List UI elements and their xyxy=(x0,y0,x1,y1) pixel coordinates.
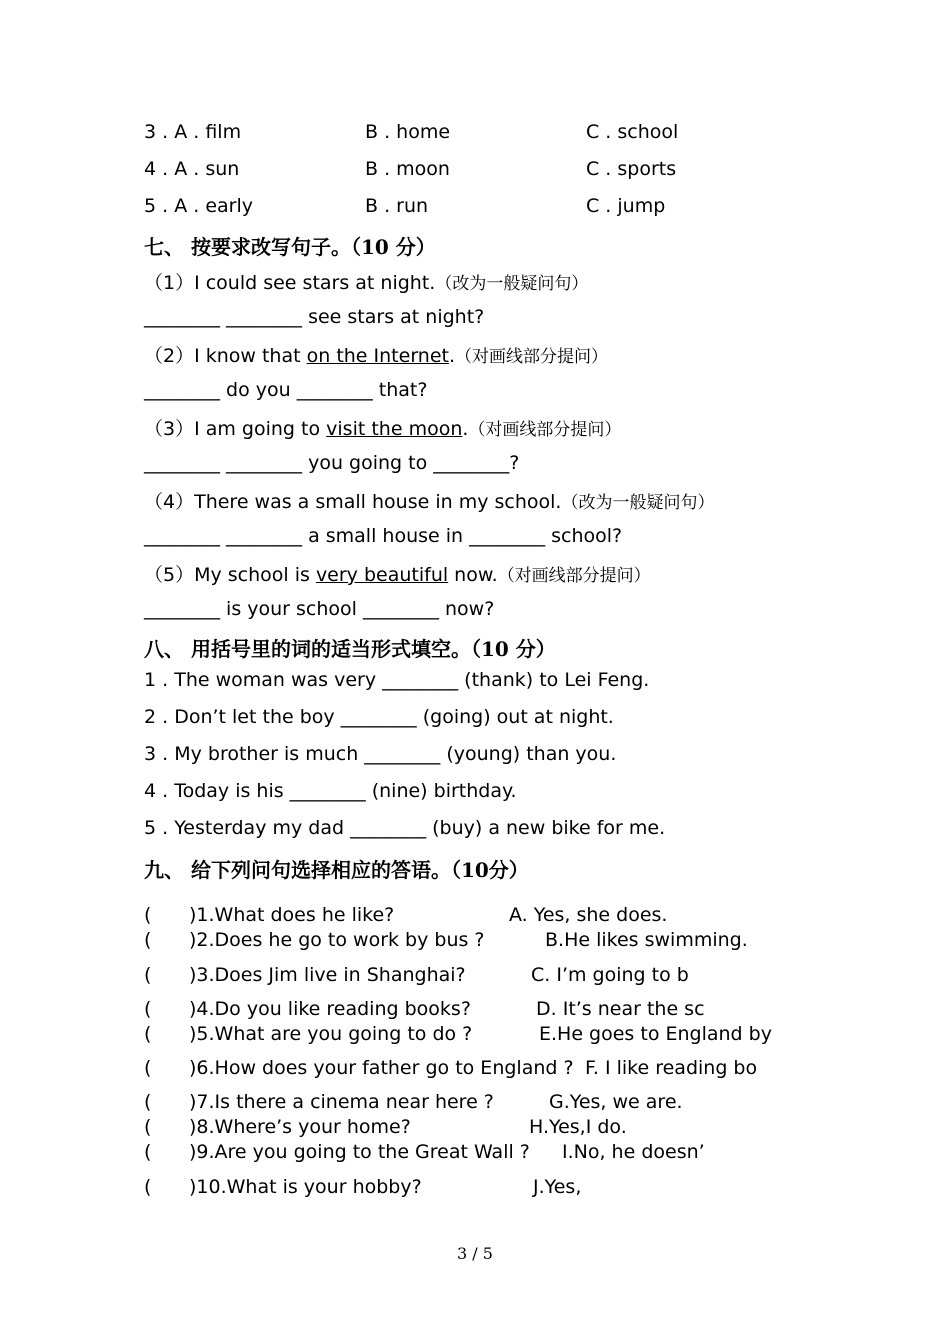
paren-open: ( xyxy=(144,1176,152,1198)
question-text: now. xyxy=(448,564,498,586)
paren-open: ( xyxy=(144,998,152,1020)
section-8-item: 2 . Don’t let the boy ________ (going) out at night. xyxy=(144,706,614,728)
section-8-item: 5 . Yesterday my dad ________ (buy) a new bike for me. xyxy=(144,817,666,839)
match-answer: J.Yes, xyxy=(533,1176,582,1198)
section-7-question xyxy=(144,341,608,368)
section-7-answer-line: ________ ________ you going to ________? xyxy=(144,452,520,474)
match-answer: C. I’m going to b xyxy=(531,964,689,986)
option-c: C . school xyxy=(586,121,679,143)
match-answer: D. It’s near the sc xyxy=(536,998,705,1020)
section-7-question xyxy=(144,414,621,441)
match-question: )6.How does your father go to England ? xyxy=(189,1057,574,1079)
option-row xyxy=(144,121,241,143)
section-8-item: 4 . Today is his ________ (nine) birthday. xyxy=(144,780,517,802)
paren-open: ( xyxy=(144,1023,152,1045)
match-question: )8.Where’s your home? xyxy=(189,1116,411,1138)
option-a: 5 . A . early xyxy=(144,195,253,217)
section-8-title: 八、 用括号里的词的适当形式填空。（10 分） xyxy=(144,637,556,661)
question-note: （对画线部分提问） xyxy=(468,420,622,440)
paren-open: ( xyxy=(144,1091,152,1113)
option-b: B . run xyxy=(365,195,429,217)
option-a: 4 . A . sun xyxy=(144,158,240,180)
option-c: C . sports xyxy=(586,158,677,180)
match-answer: G.Yes, we are. xyxy=(549,1091,683,1113)
question-note: （改为一般疑问句） xyxy=(435,274,589,294)
option-b: B . moon xyxy=(365,158,450,180)
match-question: )7.Is there a cinema near here ? xyxy=(189,1091,494,1113)
section-7-answer-line: ________ is your school ________ now? xyxy=(144,598,495,620)
option-a: 3 . A . film xyxy=(144,121,242,143)
paren-open: ( xyxy=(144,1141,152,1163)
question-note: （对画线部分提问） xyxy=(497,566,651,586)
match-question: )9.Are you going to the Great Wall ? xyxy=(189,1141,530,1163)
paren-open: ( xyxy=(144,929,152,951)
match-question: )5.What are you going to do ? xyxy=(189,1023,473,1045)
match-question: )2.Does he go to work by bus ? xyxy=(189,929,485,951)
section-7-answer-line: ________ ________ a small house in ________ school? xyxy=(144,525,623,547)
paren-open: ( xyxy=(144,904,152,926)
question-text: （4）There was a small house in my school. xyxy=(144,491,562,513)
match-answer: A. Yes, she does. xyxy=(509,904,668,926)
section-7-answer-line: ________ ________ see stars at night? xyxy=(144,306,485,328)
option-c: C . jump xyxy=(586,195,666,217)
question-text: （3）I am going to xyxy=(144,418,327,440)
match-question: )10.What is your hobby? xyxy=(189,1176,422,1198)
section-7-title: 七、 按要求改写句子。（10 分） xyxy=(144,235,436,259)
match-answer: B.He likes swimming. xyxy=(545,929,748,951)
question-note: （改为一般疑问句） xyxy=(561,493,715,513)
paren-open: ( xyxy=(144,1057,152,1079)
question-text: （2）I know that xyxy=(144,345,307,367)
match-answer: I.No, he doesn’ xyxy=(562,1141,705,1163)
section-7-question xyxy=(144,268,588,295)
underlined-phrase: on the Internet xyxy=(306,345,449,367)
paren-open: ( xyxy=(144,964,152,986)
match-answer: H.Yes,I do. xyxy=(529,1116,627,1138)
match-question: )4.Do you like reading books? xyxy=(189,998,471,1020)
section-7-question xyxy=(144,560,651,587)
option-b: B . home xyxy=(365,121,451,143)
question-text: （1）I could see stars at night. xyxy=(144,272,436,294)
section-7-answer-line: ________ do you ________ that? xyxy=(144,379,428,401)
section-7-question xyxy=(144,487,714,514)
paren-open: ( xyxy=(144,1116,152,1138)
question-text: . xyxy=(462,418,469,440)
section-9-title: 九、 给下列问句选择相应的答语。（10分） xyxy=(144,858,529,882)
match-question: )3.Does Jim live in Shanghai? xyxy=(189,964,466,986)
page-number: 3 / 5 xyxy=(457,1244,493,1263)
section-8-item: 1 . The woman was very ________ (thank) to Lei Feng. xyxy=(144,669,650,691)
match-question: )1.What does he like? xyxy=(189,904,395,926)
question-text: . xyxy=(448,345,456,367)
section-8-item: 3 . My brother is much ________ (young) than you. xyxy=(144,743,617,765)
match-answer: E.He goes to England by xyxy=(539,1023,772,1045)
question-text: （5）My school is xyxy=(144,564,316,586)
match-answer: F. I like reading bo xyxy=(585,1057,758,1079)
question-note: （对画线部分提问） xyxy=(455,347,609,367)
underlined-phrase: very beautiful xyxy=(315,564,449,586)
underlined-phrase: visit the moon xyxy=(326,418,463,440)
